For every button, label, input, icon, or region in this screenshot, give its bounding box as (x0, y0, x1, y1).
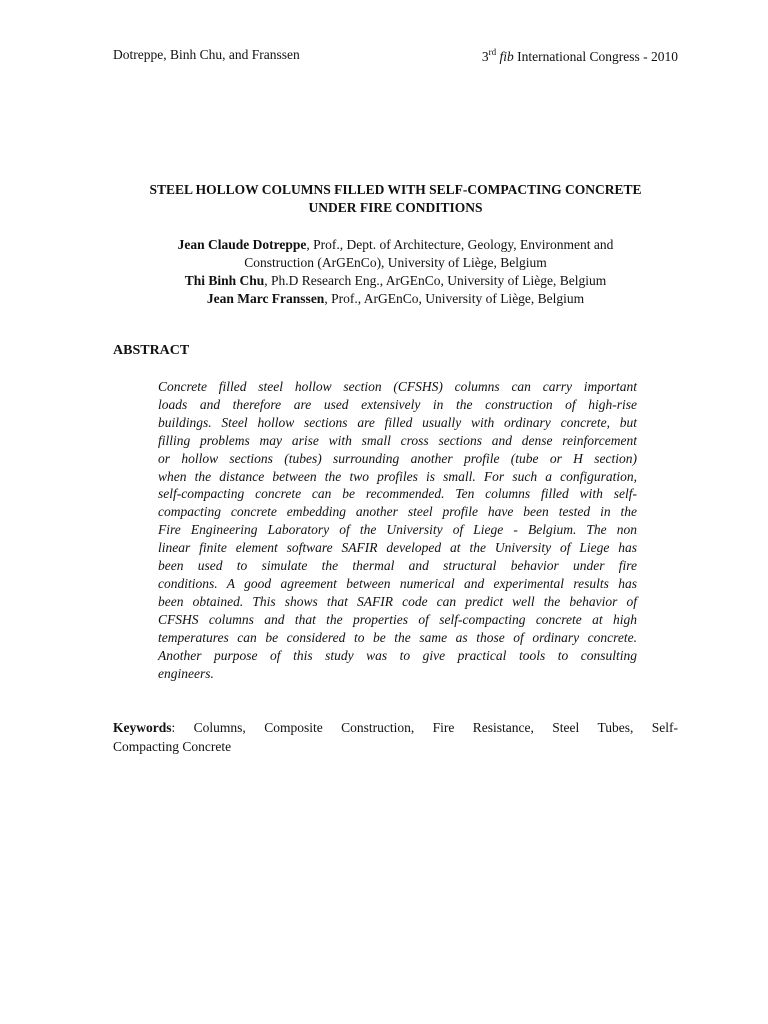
keywords-label: Keywords (113, 720, 172, 735)
author-1-affiliation-line-2: Construction (ArGEnCo), University of Liège, Belgium (244, 255, 547, 270)
header-congress (482, 47, 678, 65)
author-block (100, 236, 691, 308)
abstract-line: Fire Engineering Laboratory of the University of Liege - Belgium. The non (158, 522, 637, 538)
abstract-line: filling problems may arise with small cross sections and dense reinforcement (158, 432, 637, 448)
abstract-line: been used to simulate the thermal and structural behavior under fire (158, 558, 637, 574)
abstract-line: CFSHS columns and that the properties of self-compacting concrete at high (158, 611, 637, 627)
header-congress-ordinal: 3 (481, 49, 489, 64)
keywords-block (113, 718, 678, 756)
header-congress-ordinal-suffix: rd (488, 47, 497, 57)
abstract-heading: ABSTRACT (113, 343, 190, 358)
abstract-line: Another purpose of this study was to give practical tools to consulting (158, 647, 637, 663)
keywords-line-2: Compacting Concrete (113, 739, 232, 754)
abstract-line: been obtained. This shows that SAFIR code can predict well the behavior of (158, 593, 637, 609)
abstract-body (158, 378, 637, 682)
author-3-affiliation: , Prof., ArGEnCo, University of Liège, Belgium (324, 291, 585, 306)
paper-title-line-1: STEEL HOLLOW COLUMNS FILLED WITH SELF-COMPACTING CONCRETE (149, 182, 642, 197)
keywords-list-part-1: : Columns, Composite Construction, Fire Resistance, Steel Tubes, Self- (171, 720, 678, 735)
abstract-line: self-compacting concrete can be recommended. Ten columns filled with self- (158, 486, 637, 502)
abstract-line: when the distance between the two profiles is small. For such a configuration, (158, 468, 637, 484)
header-congress-rest: International Congress - 2010 (513, 49, 678, 64)
abstract-line: compacting concrete embedding another steel profile have been tested in the (158, 504, 637, 520)
paper-title (100, 181, 691, 217)
running-header (113, 47, 678, 67)
author-1-affiliation: , Prof., Dept. of Architecture, Geology, Environment and (306, 237, 614, 252)
header-congress-fib: fib (499, 49, 514, 64)
abstract-line: engineers. (158, 665, 214, 681)
keywords-line-1 (113, 718, 678, 737)
abstract-line: buildings. Steel hollow sections are filled usually with ordinary concrete, but (158, 414, 637, 430)
abstract-line: loads and therefore are used extensively in the construction of high-rise (158, 396, 637, 412)
author-2-affiliation: , Ph.D Research Eng., ArGEnCo, University of Liège, Belgium (264, 273, 607, 288)
abstract-line: temperatures can be considered to be the same as those of ordinary concrete. (158, 629, 637, 645)
author-2-name: Thi Binh Chu (184, 273, 265, 288)
author-3-name: Jean Marc Franssen (206, 291, 325, 306)
abstract-line: Concrete filled steel hollow section (CFSHS) columns can carry important (158, 379, 637, 394)
abstract-line: conditions. A good agreement between numerical and experimental results has (158, 575, 637, 591)
author-3-line (100, 290, 691, 308)
abstract-line: or hollow sections (tubes) surrounding another profile (tube or H section) (158, 450, 637, 466)
abstract-line: linear finite element software SAFIR developed at the University of Liege has (158, 540, 637, 556)
paper-title-line-2: UNDER FIRE CONDITIONS (308, 200, 483, 215)
header-authors: Dotreppe, Binh Chu, and Franssen (113, 47, 300, 62)
author-2-line (100, 272, 691, 290)
author-1-line-1 (100, 236, 691, 254)
author-1-name: Jean Claude Dotreppe (177, 237, 307, 252)
